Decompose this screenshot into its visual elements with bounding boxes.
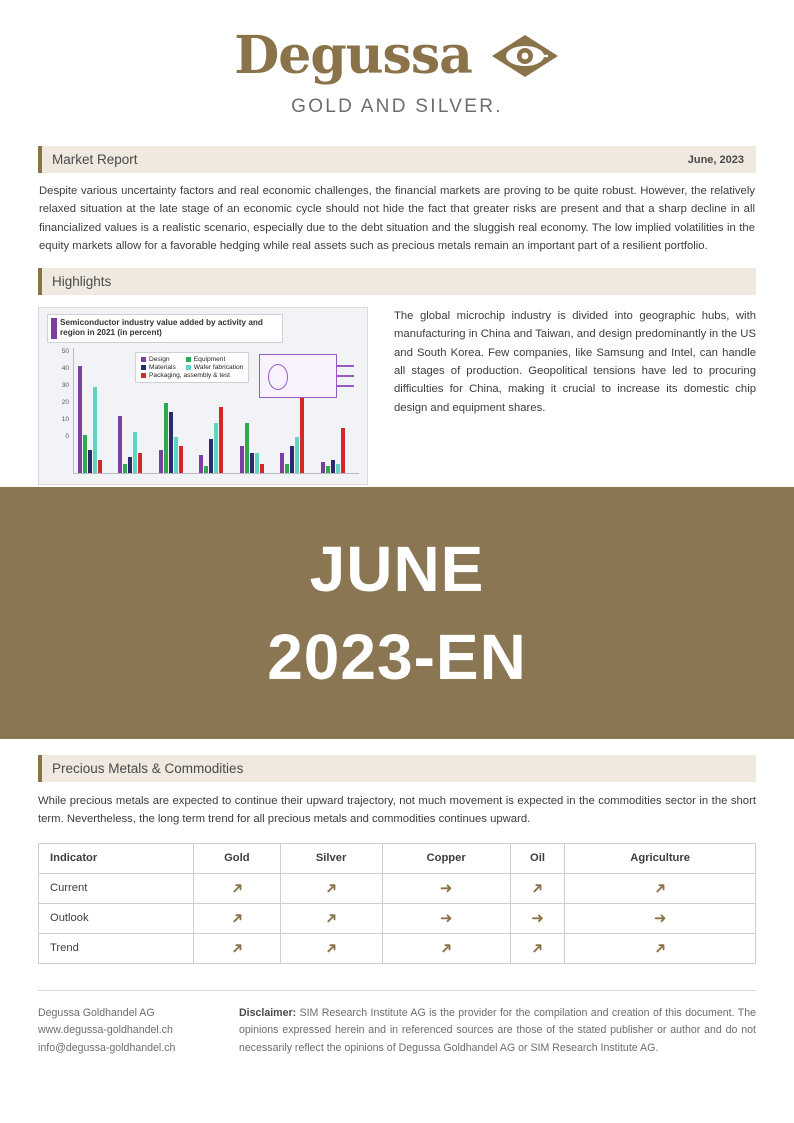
overlay-line-2: 2023-EN xyxy=(267,621,527,693)
arrow-up-right-icon: ➜ xyxy=(226,908,248,930)
footer-company: Degussa Goldhandel AG xyxy=(38,1006,155,1019)
row-label: Current xyxy=(39,873,194,903)
bar xyxy=(98,460,102,474)
trend-cell xyxy=(510,873,565,903)
section-header-market-report xyxy=(38,146,756,173)
arrow-up-right-icon: ➜ xyxy=(226,938,248,960)
bar xyxy=(295,437,299,473)
bar xyxy=(321,462,325,473)
trend-cell xyxy=(194,873,281,903)
y-tick: 40 xyxy=(61,365,69,373)
bar xyxy=(164,403,168,473)
bar xyxy=(250,453,254,473)
arrow-up-right-icon: ➜ xyxy=(650,878,671,900)
disclaimer-label: Disclaimer: xyxy=(239,1006,297,1019)
row-label: Outlook xyxy=(39,903,194,933)
trend-cell xyxy=(510,933,565,963)
footer xyxy=(38,1005,756,1057)
bar xyxy=(169,412,173,473)
bar xyxy=(219,407,223,473)
footer-contact xyxy=(38,1005,213,1057)
logo-row xyxy=(38,25,756,86)
footer-divider xyxy=(38,990,756,991)
arrow-up-right-icon: ➜ xyxy=(320,938,342,960)
trend-cell xyxy=(382,933,510,963)
column-header: Gold xyxy=(194,843,281,873)
bar xyxy=(326,466,330,473)
highlights-text: The global microchip industry is divided into geographic hubs, with manufacturing in China and Taiwan, and design predominantly in the US and South Korea. Few companies, like Samsung and Intel, can handle all stages of production. Geopolitical tensions have led to procuring difficulties for China, making it crucial to increase its domestic chip design and equipment shares. xyxy=(394,310,756,414)
bar xyxy=(280,453,284,473)
bar xyxy=(341,428,345,473)
market-report-title: Market Report xyxy=(52,152,138,167)
brand-tagline: GOLD AND SILVER. xyxy=(291,96,503,117)
bar xyxy=(336,464,340,473)
trend-cell xyxy=(510,903,565,933)
bar xyxy=(159,450,163,473)
chip-diagram-icon xyxy=(259,354,337,398)
bar xyxy=(255,453,259,473)
bar xyxy=(331,460,335,474)
bar-group xyxy=(199,348,233,473)
bar xyxy=(133,432,137,473)
overlay-line-1: JUNE xyxy=(309,532,485,605)
metals-body: While precious metals are expected to continue their upward trajectory, not much movement is expected in the commodities sector in the short term. Nevertheless, the long term trend for all precious metals and commodities continues upward. xyxy=(38,795,756,826)
brand-header xyxy=(38,0,756,118)
arrow-right-icon: ➜ xyxy=(439,880,453,898)
bar xyxy=(128,457,132,473)
bar xyxy=(300,387,304,473)
trend-cell xyxy=(280,873,382,903)
column-header: Agriculture xyxy=(565,843,756,873)
bar xyxy=(199,455,203,473)
arrow-right-icon: ➜ xyxy=(531,910,544,928)
bar xyxy=(83,435,87,474)
table-header-row xyxy=(39,843,756,873)
degussa-diamond-eye-icon xyxy=(490,33,560,79)
column-header: Indicator xyxy=(39,843,194,873)
y-tick: 50 xyxy=(61,348,69,356)
bar-group xyxy=(118,348,152,473)
chart-y-axis xyxy=(49,348,69,450)
semiconductor-chart xyxy=(38,307,368,485)
arrow-up-right-icon: ➜ xyxy=(436,938,457,960)
footer-disclaimer xyxy=(239,1005,756,1057)
footer-website[interactable]: www.degussa-goldhandel.ch xyxy=(38,1024,173,1037)
trend-cell xyxy=(565,873,756,903)
table-row xyxy=(39,873,756,903)
arrow-up-right-icon: ➜ xyxy=(527,938,549,960)
legend-label: Design xyxy=(149,356,170,364)
trend-cell xyxy=(280,933,382,963)
legend-label: Materials xyxy=(149,364,176,372)
bar xyxy=(214,423,218,473)
arrow-up-right-icon: ➜ xyxy=(527,878,549,900)
trend-cell xyxy=(382,873,510,903)
bar xyxy=(88,450,92,473)
legend-label: Packaging, assembly & test xyxy=(149,372,230,380)
highlights-row xyxy=(38,307,756,485)
bar xyxy=(78,366,82,473)
trend-cell xyxy=(382,903,510,933)
bar xyxy=(174,437,178,473)
highlights-title: Highlights xyxy=(52,274,112,290)
trend-cell xyxy=(280,903,382,933)
bar xyxy=(245,423,249,473)
column-header: Oil xyxy=(510,843,565,873)
section-header-highlights xyxy=(38,268,756,295)
brand-wordmark: Degussa xyxy=(234,25,472,86)
y-tick: 20 xyxy=(61,399,69,407)
footer-email[interactable]: info@degussa-goldhandel.ch xyxy=(38,1041,176,1054)
arrow-up-right-icon: ➜ xyxy=(320,878,342,900)
arrow-right-icon: ➜ xyxy=(439,910,453,928)
section-header-metals xyxy=(38,755,756,782)
bar xyxy=(204,466,208,473)
y-tick: 10 xyxy=(61,416,69,424)
bar xyxy=(179,446,183,473)
bar xyxy=(260,464,264,473)
arrow-up-right-icon: ➜ xyxy=(226,878,248,900)
arrow-right-icon: ➜ xyxy=(653,910,667,928)
table-row xyxy=(39,903,756,933)
bar xyxy=(209,439,213,473)
bar xyxy=(118,416,122,473)
arrow-up-right-icon: ➜ xyxy=(320,908,342,930)
bar xyxy=(138,453,142,473)
disclaimer-text: SIM Research Institute AG is the provider for the compilation and creation of this document. The opinions expressed herein and in referenced sources are those of the stated publisher or author and do not necessarily reflect the opinions of Degussa Goldhandel AG or SIM Research Institute AG. xyxy=(239,1006,756,1054)
y-tick: 0 xyxy=(65,433,69,441)
bar xyxy=(93,387,97,473)
trend-cell xyxy=(565,903,756,933)
bar xyxy=(123,464,127,473)
bar-group xyxy=(159,348,193,473)
metals-table xyxy=(38,843,756,964)
market-report-date: June, 2023 xyxy=(687,153,744,166)
y-tick: 30 xyxy=(61,382,69,390)
bar xyxy=(240,446,244,473)
arrow-up-right-icon: ➜ xyxy=(650,938,671,960)
column-header: Copper xyxy=(382,843,510,873)
column-header: Silver xyxy=(280,843,382,873)
chart-title: Semiconductor industry value added by activity and region in 2021 (in percent) xyxy=(47,314,283,343)
row-label: Trend xyxy=(39,933,194,963)
bar xyxy=(290,446,294,473)
table-row xyxy=(39,933,756,963)
legend-label: Wafer fabrication xyxy=(193,364,244,372)
bar-group xyxy=(78,348,112,473)
metals-title: Precious Metals & Commodities xyxy=(52,761,244,777)
legend-label: Equipment xyxy=(193,356,226,364)
trend-cell xyxy=(194,933,281,963)
bar xyxy=(285,464,289,473)
month-overlay-banner xyxy=(0,487,794,739)
trend-cell xyxy=(565,933,756,963)
trend-cell xyxy=(194,903,281,933)
market-report-body: Despite various uncertainty factors and real economic challenges, the financial markets are proving to be quite robust. However, the relatively relaxed situation at the late stage of an economic cycle should not hide the fact that greater risks are present and that a sharp decline in all financialized values is a realistic scenario, especially due to the debt situation and the sluggish real economy. The low implied volatilities in the equity markets allow for a favorable hedging while real assets such as precious metals remain an important part of a resilient portfolio. xyxy=(39,185,755,252)
